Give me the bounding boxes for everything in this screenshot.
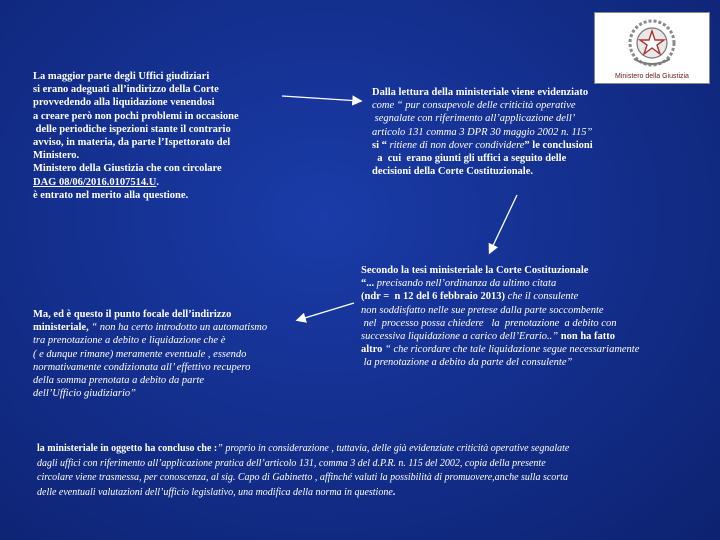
text-span: “ non ha certo introdotto un automatismo (91, 322, 268, 334)
text-line: della somma prenotata a debito da parte (33, 375, 205, 387)
text-line: decisioni della Corte Costituzionale. (372, 166, 533, 178)
text-span: che il consulente (507, 291, 579, 303)
text-span: ” proprio in considerazione , tuttavia, delle già evidenziate criticità operative segnalate (217, 443, 570, 454)
text-line: a cui erano giunti gli uffici a seguito delle (372, 153, 567, 165)
circolare-suffix: . (156, 176, 159, 188)
text-span: si “ (372, 139, 390, 151)
text-span: ritiene di non dover condividere (389, 139, 525, 151)
text-line: articolo 131 comma 3 DPR 30 maggio 2002 n. 115” (372, 126, 593, 138)
text-line: nel processo possa chiedere la prenotazione a debito con (361, 317, 617, 329)
text-line: ( e dunque rimane) meramente eventuale , essendo (33, 348, 247, 360)
text-span: “ che ricordare che tale liquidazione segue necessariamente (385, 344, 640, 356)
text-span: non ha fatto (560, 331, 616, 343)
text-line: dagli uffici con riferimento all’applicazione pratica dell’articolo 131, comma 3 del d.P.R. n. 115 del 2002, copia della presente (37, 457, 546, 469)
text-line: normativamente condizionata all’ effettivo recupero (33, 361, 251, 373)
text-line: non soddisfatto nelle sue pretese dalla parte soccombente (361, 304, 604, 316)
arrow-block1-to-block2 (282, 96, 360, 101)
text-line: Ministero. (33, 150, 80, 162)
text-span: ” le conclusioni (524, 139, 593, 151)
text-span: altro (361, 344, 386, 356)
text-line: tra prenotazione a debito e liquidazione che è (33, 335, 226, 347)
text-span: “... (361, 278, 377, 290)
text-span: ministeriale, (33, 322, 92, 334)
text-line: circolare viene trasmessa, per conoscenza, al sig. Capo di Gabinetto , affinché valuti la possibilità di promuovere,anche sulla scorta (37, 472, 568, 483)
text-span: la ministeriale in oggetto ha concluso che : (37, 443, 218, 454)
text-line: come “ pur consapevole delle criticità operative (372, 100, 576, 112)
text-span: precisando nell’ordinanza da ultimo citata (376, 278, 557, 290)
text-line: delle periodiche ispezioni stante il contrario (33, 123, 231, 135)
text-span: (ndr = n 12 del 6 febbraio 2013) (361, 291, 508, 303)
text-line: la prenotazione a debito da parte del consulente” (361, 357, 573, 369)
text-line: è entrato nel merito alla questione. (33, 189, 189, 201)
text-line: a creare però non pochi problemi in occasione (33, 110, 239, 122)
text-line: provvedendo alla liquidazione venendosi (33, 97, 215, 109)
text-span: . (392, 486, 396, 498)
arrow-block2-to-block3 (490, 195, 517, 252)
text-line: Ma, ed è questo il punto focale dell’indirizzo (33, 309, 232, 320)
text-line: Secondo la tesi ministeriale la Corte Costituzionale (361, 265, 589, 276)
text-line: La maggior parte degli Uffici giudiziari (33, 71, 210, 82)
text-span: successiva liquidazione a carico dell’Erario..” (361, 331, 561, 343)
text-line: si erano adeguati all’indirizzo della Corte (33, 84, 219, 96)
text-span: delle eventuali valutazioni dell’ufficio legislativo, una modifica della norma in questione (37, 486, 393, 498)
text-line: segnalate con riferimento all’applicazione dell’ (372, 113, 576, 125)
circolare-reference: DAG 08/06/2016.0107514.U (33, 176, 157, 188)
text-line: Ministero della Giustizia che con circolare (33, 163, 222, 175)
text-line: dell’Ufficio giudiziario” (33, 388, 136, 400)
logo-caption: Ministero della Giustizia (615, 73, 689, 80)
text-line: Dalla lettura della ministeriale viene evidenziato (372, 87, 589, 98)
arrow-block3-to-block4 (298, 303, 354, 320)
text-line: avviso, in materia, da parte l’Ispettorato del (33, 137, 231, 149)
